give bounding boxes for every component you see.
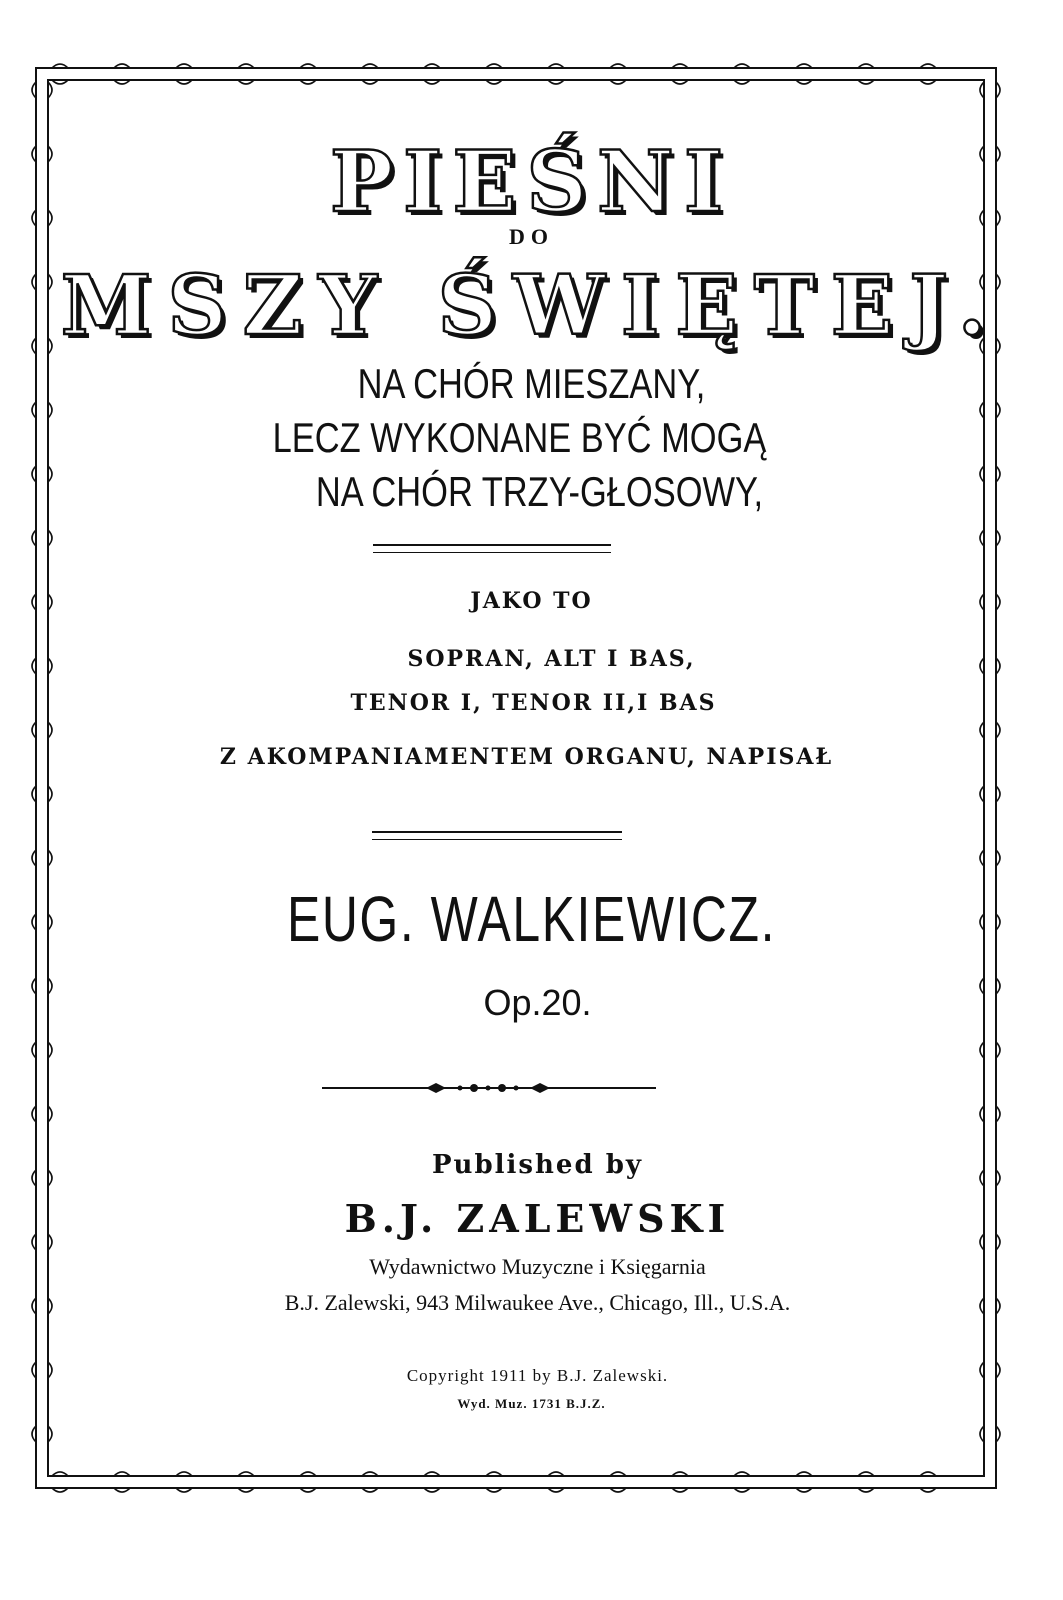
copyright-notice: Copyright 1911 by B.J. Zalewski.	[406, 1366, 669, 1385]
publisher-address: B.J. Zalewski, 943 Milwaukee Ave., Chicago, Ill., U.S.A.	[284, 1290, 791, 1315]
publisher-name: B.J. ZALEWSKI	[344, 1196, 731, 1241]
title-second: MSZY ŚWIĘTEJ.	[60, 258, 1003, 354]
ornament-divider	[322, 1078, 656, 1098]
composer-name: EUG. WALKIEWICZ.	[286, 883, 777, 955]
voices-line-3: TENOR I, TENOR II,I BAS	[350, 690, 717, 716]
title-connector: DO	[509, 224, 554, 249]
publisher-description: Wydawnictwo Muzyczne i Księgarnia	[369, 1254, 706, 1279]
subtitle-line-3: NA CHÓR TRZY-GŁOSOWY,	[315, 468, 764, 515]
voices-line-2: SOPRAN, ALT I BAS,	[407, 646, 696, 672]
divider-rule	[372, 831, 622, 840]
opus-number: Op.20.	[483, 982, 592, 1023]
published-by-label: Published by	[432, 1150, 643, 1180]
plate-number: Wyd. Muz. 1731 B.J.Z.	[457, 1396, 606, 1411]
subtitle-line-1: NA CHÓR MIESZANY,	[357, 360, 706, 407]
divider-rule	[373, 544, 611, 553]
voices-line-1: JAKO TO	[470, 588, 593, 614]
title-main: PIEŚNI	[329, 132, 734, 231]
voices-line-4: Z AKOMPANIAMENTEM ORGANU, NAPISAŁ	[219, 744, 834, 770]
subtitle-line-2: LECZ WYKONANE BYĆ MOGĄ	[272, 414, 767, 461]
